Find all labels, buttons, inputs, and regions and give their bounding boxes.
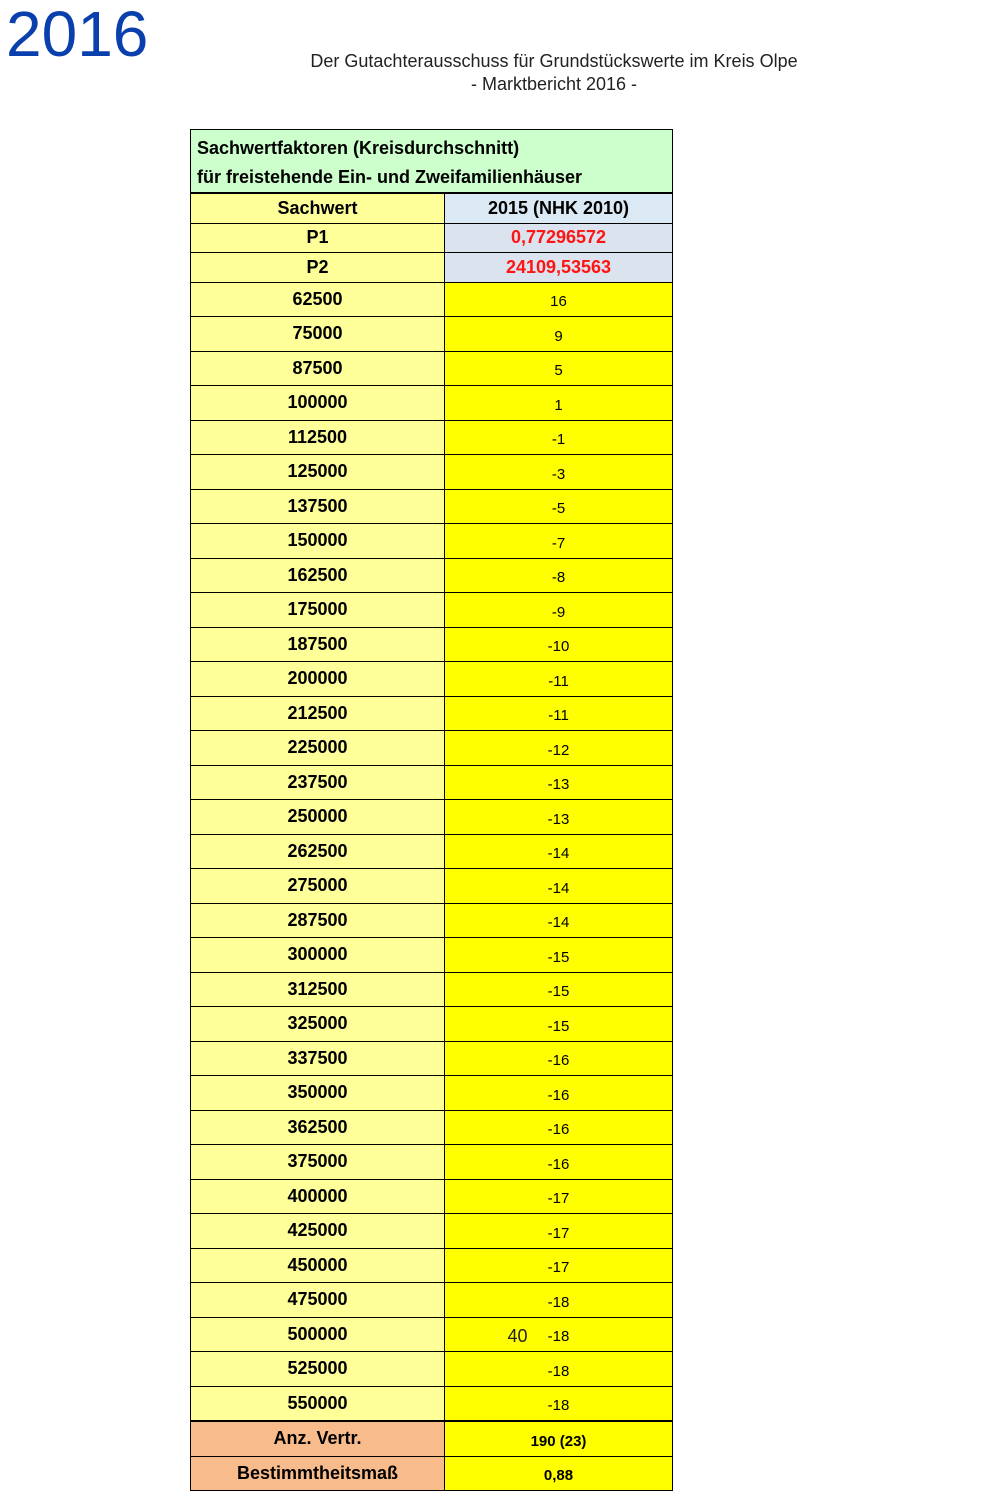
- sachwert-cell: 550000: [191, 1386, 445, 1421]
- factor-cell: -8: [445, 558, 673, 593]
- sachwert-cell: 87500: [191, 351, 445, 386]
- param-label: P2: [191, 253, 445, 283]
- table-title-line2: für freistehende Ein- und Zweifamilienhäuser: [197, 167, 583, 187]
- page-number: 40: [507, 1326, 528, 1346]
- footer-value: 190 (23): [445, 1421, 673, 1456]
- table-row: [191, 1179, 673, 1214]
- footer-label: Anz. Vertr.: [191, 1421, 445, 1456]
- sachwert-cell: 475000: [191, 1283, 445, 1318]
- factor-cell: -13: [445, 800, 673, 835]
- factor-cell: -15: [445, 972, 673, 1007]
- table-row: [191, 1352, 673, 1387]
- table-row: [191, 662, 673, 697]
- sachwert-cell: 500000: [191, 1317, 445, 1352]
- factor-cell: -11: [445, 662, 673, 697]
- sachwert-cell: 312500: [191, 972, 445, 1007]
- table-title-row: [191, 130, 673, 194]
- footer-label: Bestimmtheitsmaß: [191, 1456, 445, 1491]
- table-row: [191, 420, 673, 455]
- sachwert-cell: 300000: [191, 938, 445, 973]
- table-row: [191, 765, 673, 800]
- sachwert-cell: 125000: [191, 455, 445, 490]
- factor-cell: -16: [445, 1145, 673, 1180]
- column-header-sachwert: Sachwert: [191, 193, 445, 223]
- param-row: [191, 253, 673, 283]
- sachwert-cell: 350000: [191, 1076, 445, 1111]
- table-row: [191, 1248, 673, 1283]
- factor-cell: -14: [445, 834, 673, 869]
- table-row: [191, 834, 673, 869]
- param-label: P1: [191, 223, 445, 253]
- sachwert-cell: 200000: [191, 662, 445, 697]
- table-row: [191, 1214, 673, 1249]
- sachwert-cell: 325000: [191, 1007, 445, 1042]
- sachwert-cell: 250000: [191, 800, 445, 835]
- table-row: [191, 696, 673, 731]
- table-row: [191, 558, 673, 593]
- table-row: [191, 800, 673, 835]
- factor-cell: 16: [445, 282, 673, 317]
- sachwert-cell: 375000: [191, 1145, 445, 1180]
- factor-cell: -12: [445, 731, 673, 766]
- table-row: [191, 1283, 673, 1318]
- header-title: Der Gutachterausschuss für Grundstückswerte im Kreis Olpe: [310, 51, 798, 71]
- factor-cell: -17: [445, 1214, 673, 1249]
- table-row: [191, 972, 673, 1007]
- factor-cell: 9: [445, 317, 673, 352]
- factor-cell: -16: [445, 1110, 673, 1145]
- factor-cell: -18: [445, 1386, 673, 1421]
- table-row: [191, 731, 673, 766]
- table-row: [191, 903, 673, 938]
- sachwert-cell: 62500: [191, 282, 445, 317]
- factor-cell: -14: [445, 869, 673, 904]
- sachwert-cell: 425000: [191, 1214, 445, 1249]
- sachwert-cell: 175000: [191, 593, 445, 628]
- factor-cell: -14: [445, 903, 673, 938]
- factor-cell: -3: [445, 455, 673, 490]
- table-row: [191, 1145, 673, 1180]
- table-row: [191, 627, 673, 662]
- factor-cell: -1: [445, 420, 673, 455]
- table-header-row: [191, 193, 673, 223]
- report-year: 2016: [6, 0, 149, 70]
- factor-cell: 1: [445, 386, 673, 421]
- table-title-line1: Sachwertfaktoren (Kreisdurchschnitt): [197, 138, 520, 158]
- table-row: [191, 1076, 673, 1111]
- table-row: [191, 1007, 673, 1042]
- factor-cell: 5: [445, 351, 673, 386]
- sachwert-cell: 400000: [191, 1179, 445, 1214]
- factor-cell: -17: [445, 1179, 673, 1214]
- factor-cell: -16: [445, 1041, 673, 1076]
- table-row: [191, 938, 673, 973]
- sachwert-cell: 287500: [191, 903, 445, 938]
- sachwert-cell: 337500: [191, 1041, 445, 1076]
- factor-cell: -18: [445, 1317, 673, 1352]
- param-value: 0,77296572: [445, 223, 673, 253]
- sachwertfaktoren-table: [190, 129, 673, 1491]
- table-title: [191, 130, 673, 194]
- param-value: 24109,53563: [445, 253, 673, 283]
- table-row: [191, 317, 673, 352]
- sachwert-cell: 225000: [191, 731, 445, 766]
- footer-value: 0,88: [445, 1456, 673, 1491]
- table-row: [191, 869, 673, 904]
- sachwert-cell: 137500: [191, 489, 445, 524]
- factor-cell: -16: [445, 1076, 673, 1111]
- factor-cell: -17: [445, 1248, 673, 1283]
- factor-cell: -15: [445, 1007, 673, 1042]
- factor-cell: -13: [445, 765, 673, 800]
- sachwert-cell: 262500: [191, 834, 445, 869]
- sachwert-cell: 237500: [191, 765, 445, 800]
- table-row: [191, 524, 673, 559]
- table-row: [191, 593, 673, 628]
- header-subtitle: - Marktbericht 2016 -: [470, 74, 638, 94]
- table-row: [191, 1110, 673, 1145]
- footer-row: [191, 1421, 673, 1456]
- sachwert-cell: 162500: [191, 558, 445, 593]
- table-row: [191, 1386, 673, 1421]
- sachwert-cell: 75000: [191, 317, 445, 352]
- table-row: [191, 1041, 673, 1076]
- sachwert-cell: 150000: [191, 524, 445, 559]
- table-row: [191, 386, 673, 421]
- factor-cell: -7: [445, 524, 673, 559]
- sachwert-cell: 100000: [191, 386, 445, 421]
- factor-cell: -15: [445, 938, 673, 973]
- sachwert-cell: 362500: [191, 1110, 445, 1145]
- column-header-year: 2015 (NHK 2010): [445, 193, 673, 223]
- sachwert-cell: 112500: [191, 420, 445, 455]
- factor-cell: -18: [445, 1283, 673, 1318]
- sachwert-cell: 212500: [191, 696, 445, 731]
- table-row: [191, 455, 673, 490]
- factor-cell: -5: [445, 489, 673, 524]
- sachwert-cell: 275000: [191, 869, 445, 904]
- table-row: [191, 351, 673, 386]
- table-row: [191, 282, 673, 317]
- factor-cell: -18: [445, 1352, 673, 1387]
- sachwert-cell: 450000: [191, 1248, 445, 1283]
- factor-cell: -10: [445, 627, 673, 662]
- factor-cell: -11: [445, 696, 673, 731]
- param-row: [191, 223, 673, 253]
- footer-row: [191, 1456, 673, 1491]
- sachwert-cell: 187500: [191, 627, 445, 662]
- table-row: [191, 489, 673, 524]
- sachwert-cell: 525000: [191, 1352, 445, 1387]
- factor-cell: -9: [445, 593, 673, 628]
